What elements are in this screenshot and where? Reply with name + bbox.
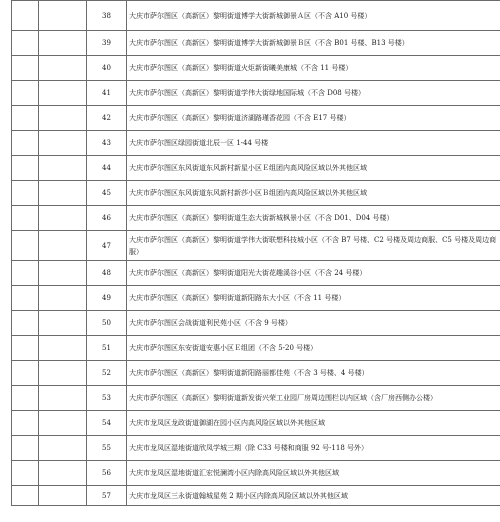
row-number: 49 xyxy=(87,286,127,311)
blank-cell-inner xyxy=(39,336,87,361)
area-description: 大庆市萨尔图区东风街道东风新村新星小区Ｅ组团内高风险区域以外其他区域 xyxy=(127,156,500,181)
row-number: 43 xyxy=(87,131,127,156)
table-row xyxy=(12,56,500,81)
table-row xyxy=(12,286,500,311)
blank-cell-inner xyxy=(39,156,87,181)
table-row xyxy=(12,261,500,286)
blank-cell-left xyxy=(12,261,39,286)
row-number: 47 xyxy=(87,231,127,261)
table-row xyxy=(12,361,500,386)
row-number: 57 xyxy=(87,486,127,506)
blank-cell-left xyxy=(12,411,39,436)
table-row xyxy=(12,31,500,56)
area-description: 大庆市萨尔图区（高新区）黎明街道学伟大街联想科技城小区（不含 B7 号楼、C2 号楼及周边商服、C5 号楼及周边商服） xyxy=(127,231,500,261)
area-list-body xyxy=(12,1,500,506)
blank-cell-inner xyxy=(39,261,87,286)
area-description: 大庆市萨尔图区（高新区）黎明街道学伟大街绿地国际城（不含 D08 号楼） xyxy=(127,81,500,106)
area-description: 大庆市龙凤区龙政街道御湖在园小区内高风险区域以外其他区域 xyxy=(127,411,500,436)
blank-cell-left xyxy=(12,286,39,311)
row-number: 54 xyxy=(87,411,127,436)
blank-cell-left xyxy=(12,486,39,506)
table-row xyxy=(12,461,500,486)
blank-cell-inner xyxy=(39,486,87,506)
blank-cell-inner xyxy=(39,386,87,411)
table-row xyxy=(12,336,500,361)
area-description: 大庆市萨尔图区会战街道利民苑小区（不含 9 号楼） xyxy=(127,311,500,336)
table-row xyxy=(12,386,500,411)
row-number: 40 xyxy=(87,56,127,81)
row-number: 38 xyxy=(87,1,127,31)
blank-cell-inner xyxy=(39,436,87,461)
area-description: 大庆市龙凤区三永街道翰城星苑 2 期小区内除高风险区域以外其他区域 xyxy=(127,486,500,506)
table-row xyxy=(12,106,500,131)
row-number: 46 xyxy=(87,206,127,231)
blank-cell-inner xyxy=(39,311,87,336)
blank-cell-inner xyxy=(39,131,87,156)
area-description: 大庆市萨尔图区（高新区）黎明街道新阳路丽都佳苑（不含 3 号楼、4 号楼） xyxy=(127,361,500,386)
area-description: 大庆市龙凤区湿地街道汇宏悦澜湾小区内除高风险区域以外其他区域 xyxy=(127,461,500,486)
row-number: 44 xyxy=(87,156,127,181)
area-description: 大庆市萨尔图区（高新区）黎明街道新阳路东大小区（不含 11 号楼） xyxy=(127,286,500,311)
blank-cell-left xyxy=(12,361,39,386)
row-number: 41 xyxy=(87,81,127,106)
blank-cell-inner xyxy=(39,56,87,81)
blank-cell-left xyxy=(12,311,39,336)
table-row xyxy=(12,206,500,231)
blank-cell-inner xyxy=(39,1,87,31)
blank-cell-inner xyxy=(39,231,87,261)
blank-cell-left xyxy=(12,131,39,156)
area-description: 大庆市萨尔图区东安街道安惠小区Ｅ组团（不含 5-20 号楼） xyxy=(127,336,500,361)
area-description: 大庆市萨尔图区（高新区）黎明街道博学大街新城御景Ｂ区（不含 B01 号楼、B13 号楼） xyxy=(127,31,500,56)
table-row xyxy=(12,1,500,31)
blank-cell-left xyxy=(12,206,39,231)
area-description: 大庆市萨尔图区（高新区）黎明街道生态大街新城枫景小区（不含 D01、D04 号楼） xyxy=(127,206,500,231)
blank-cell-left xyxy=(12,106,39,131)
row-number: 50 xyxy=(87,311,127,336)
row-number: 45 xyxy=(87,181,127,206)
blank-cell-left xyxy=(12,436,39,461)
blank-cell-left xyxy=(12,31,39,56)
area-description: 大庆市萨尔图区绿园街道北辰一区 1-44 号楼 xyxy=(127,131,500,156)
blank-cell-left xyxy=(12,181,39,206)
blank-cell-inner xyxy=(39,461,87,486)
area-description: 大庆市萨尔图区（高新区）黎明街道新发街兴荣工业园厂房周边围栏以内区域（含厂房西侧办公楼） xyxy=(127,386,500,411)
row-number: 42 xyxy=(87,106,127,131)
blank-cell-left xyxy=(12,1,39,31)
area-description: 大庆市萨尔图区东风街道东风新村新莎小区Ｂ组团内高风险区域以外其他区域 xyxy=(127,181,500,206)
blank-cell-inner xyxy=(39,361,87,386)
area-description: 大庆市萨尔图区（高新区）黎明街道博学大街新城御景Ａ区（不含 A10 号楼） xyxy=(127,1,500,31)
table-row xyxy=(12,181,500,206)
blank-cell-inner xyxy=(39,31,87,56)
table-row xyxy=(12,436,500,461)
area-description: 大庆市萨尔图区（高新区）黎明街道济湖路瑾香花园（不含 E17 号楼） xyxy=(127,106,500,131)
row-number: 48 xyxy=(87,261,127,286)
area-description: 大庆市萨尔图区（高新区）黎明街道阳光大街花趣溪谷小区（不含 24 号楼） xyxy=(127,261,500,286)
row-number: 55 xyxy=(87,436,127,461)
row-number: 51 xyxy=(87,336,127,361)
blank-cell-inner xyxy=(39,181,87,206)
table-row xyxy=(12,156,500,181)
blank-cell-inner xyxy=(39,81,87,106)
area-description: 大庆市萨尔图区（高新区）黎明街道火炬新街曦美康城（不含 11 号楼） xyxy=(127,56,500,81)
area-list-table xyxy=(11,0,500,506)
table-row xyxy=(12,311,500,336)
blank-cell-left xyxy=(12,386,39,411)
row-number: 53 xyxy=(87,386,127,411)
area-description: 大庆市龙凤区湿地街道欣凤学城三期（除 C33 号楼和商服 92 号-118 号外） xyxy=(127,436,500,461)
row-number: 39 xyxy=(87,31,127,56)
blank-cell-left xyxy=(12,81,39,106)
blank-cell-left xyxy=(12,56,39,81)
table-row xyxy=(12,81,500,106)
blank-cell-inner xyxy=(39,206,87,231)
blank-cell-inner xyxy=(39,411,87,436)
blank-cell-inner xyxy=(39,106,87,131)
table-row xyxy=(12,131,500,156)
blank-cell-left xyxy=(12,156,39,181)
table-row xyxy=(12,486,500,506)
blank-cell-left xyxy=(12,461,39,486)
row-number: 52 xyxy=(87,361,127,386)
table-row xyxy=(12,231,500,261)
blank-cell-inner xyxy=(39,286,87,311)
row-number: 56 xyxy=(87,461,127,486)
blank-cell-left xyxy=(12,231,39,261)
table-row xyxy=(12,411,500,436)
blank-cell-left xyxy=(12,336,39,361)
